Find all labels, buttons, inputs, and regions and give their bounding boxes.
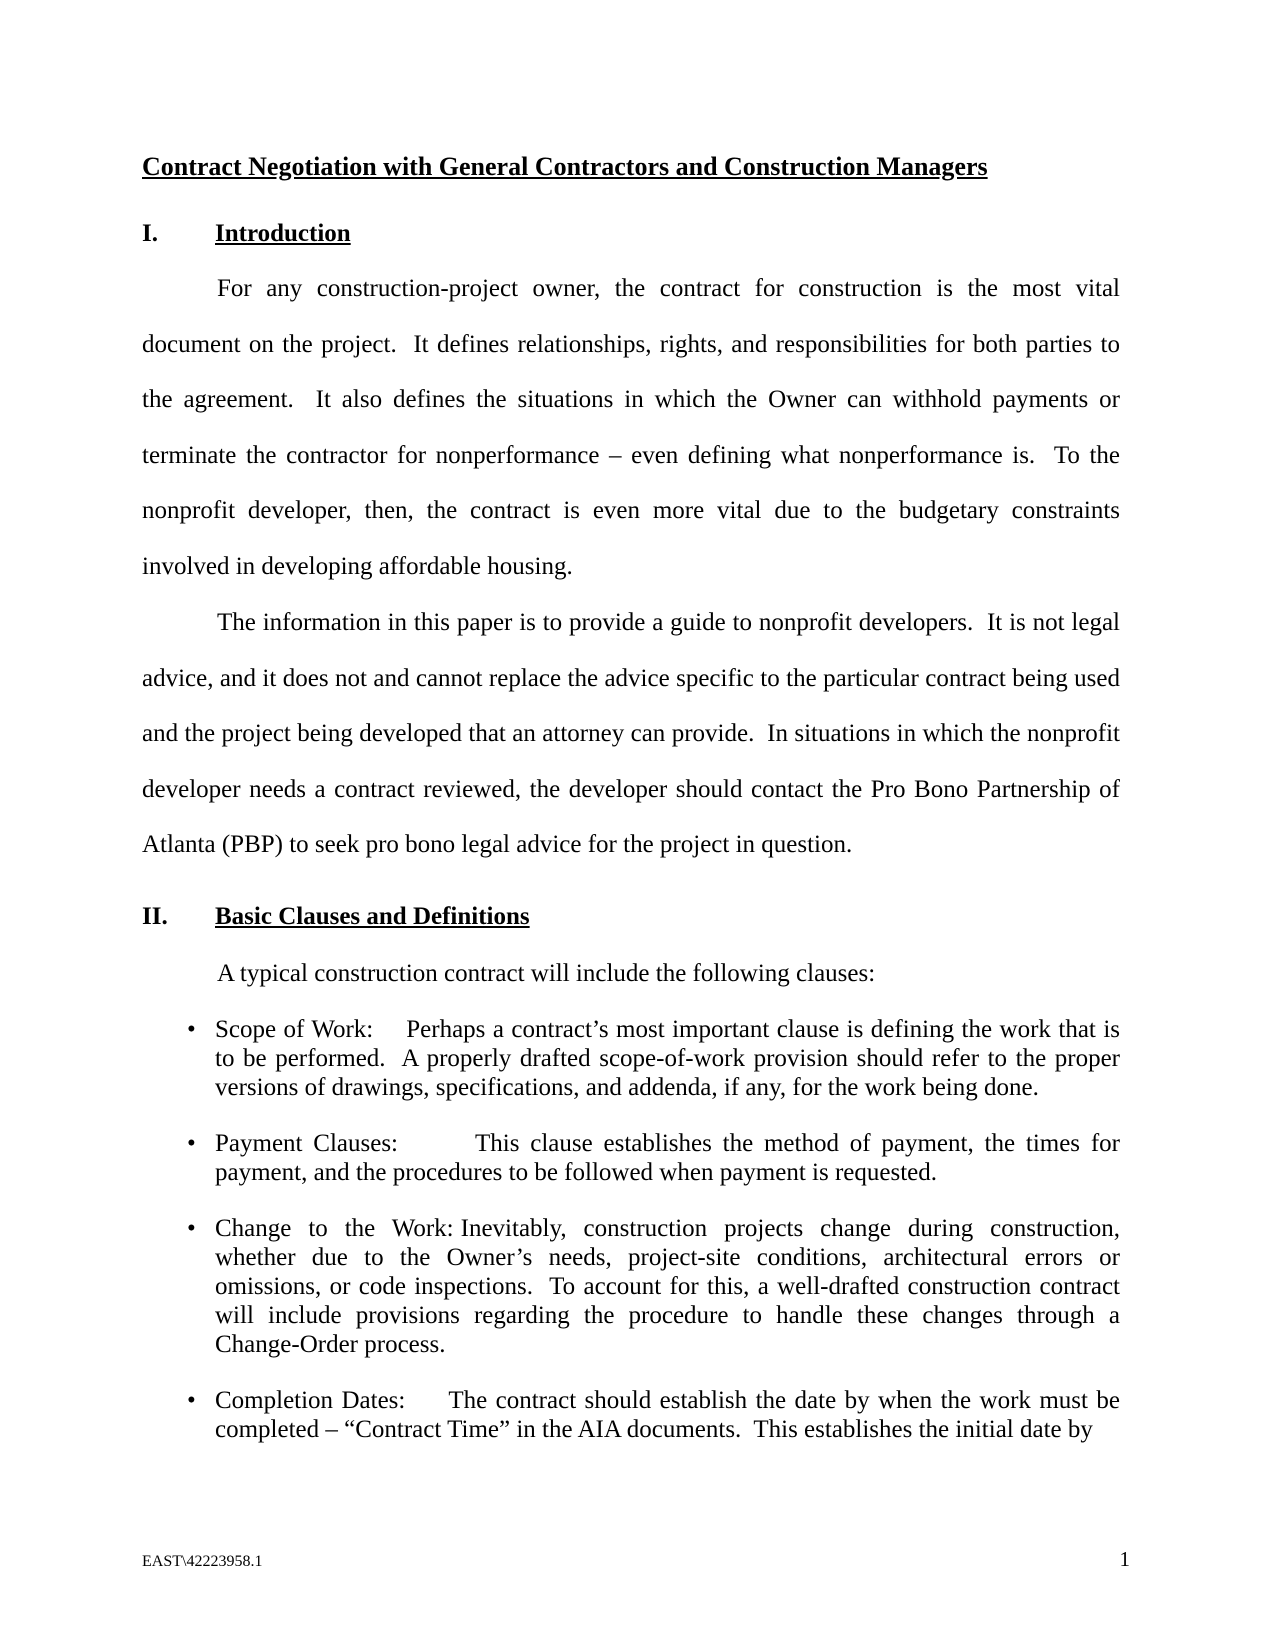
bullet-item-payment-clauses xyxy=(142,1129,1127,1187)
section-heading-introduction xyxy=(142,219,1120,249)
tab-spacer xyxy=(454,1235,461,1236)
section-heading-basic-clauses xyxy=(142,902,1120,932)
bullet-icon: • xyxy=(187,1214,196,1242)
bullet-text: The contract should establish the date by when the work must be completed – “Contract Time” in the AIA documents. This establishes the initial date by xyxy=(215,1386,1127,1443)
tab-spacer xyxy=(373,1036,406,1037)
bullet-text: Perhaps a contract’s most important clause is defining the work that is to be performed. A properly drafted scope-of-work provision should refer to the proper versions of drawings, specifications, and addenda, if any, for the work being done. xyxy=(215,1015,1127,1101)
paragraph-intro-2: The information in this paper is to provide a guide to nonprofit developers. It is not legal advice, and it does not and cannot replace the advice specific to the particular contract being used and the project being developed that an attorney can provide. In situations in which the nonprofit developer needs a contract reviewed, the developer should contact the Pro Bono Partnership of Atlanta (PBP) to seek pro bono legal advice for the project in question. xyxy=(142,609,1127,858)
bullet-icon: • xyxy=(187,1386,196,1414)
section-heading-text: Introduction xyxy=(215,220,351,247)
bullet-label: Scope of Work: xyxy=(215,1015,374,1043)
page-footer xyxy=(142,1547,1130,1572)
section-numeral: I. xyxy=(142,220,158,247)
bullet-icon: • xyxy=(187,1129,196,1157)
bullet-item-change-to-the-work xyxy=(142,1214,1127,1359)
bullet-icon: • xyxy=(187,1015,196,1043)
page-title-text: Contract Negotiation with General Contractors and Construction Managers xyxy=(142,152,988,181)
tab-spacer xyxy=(398,1150,475,1151)
footer-page-number: 1 xyxy=(1119,1547,1130,1571)
section-heading-text: Basic Clauses and Definitions xyxy=(215,902,530,930)
bullet-item-scope-of-work xyxy=(142,1015,1127,1102)
bullet-item-completion-dates xyxy=(142,1386,1127,1444)
page-title xyxy=(142,151,1120,183)
paragraph-intro-1: For any construction-project owner, the contract for construction is the most vital document on the project. It defines relationships, rights, and responsibilities for both parties to the agreement. It also defines the situations in which the Owner can withhold payments or terminate the contractor for nonperformance – even defining what nonperformance is. To the nonprofit developer, then, the contract is even more vital due to the budgetary constraints involved in developing affordable housing. xyxy=(142,275,1127,580)
section-numeral: II. xyxy=(142,902,168,930)
bullet-label: Completion Dates: xyxy=(215,1386,406,1414)
tab-spacer xyxy=(405,1407,448,1408)
clauses-bullet-list xyxy=(142,1015,1127,1444)
bullet-label: Payment Clauses: xyxy=(215,1129,399,1157)
footer-doc-id: EAST\42223958.1 xyxy=(142,1553,263,1570)
clauses-intro-line: A typical construction contract will include the following clauses: xyxy=(217,959,876,987)
bullet-label: Change to the Work: xyxy=(215,1214,454,1242)
bullet-text: Inevitably, construction projects change during construction, whether due to the Owner’s needs, project-site conditions, architectural errors or omissions, or code inspections. To account for this, a well-drafted construction contract will include provisions regarding the procedure to handle these changes through a Change-Order process. xyxy=(215,1214,1127,1358)
bullet-text: This clause establishes the method of payment, the times for payment, and the procedures to be followed when payment is requested. xyxy=(215,1129,1127,1186)
